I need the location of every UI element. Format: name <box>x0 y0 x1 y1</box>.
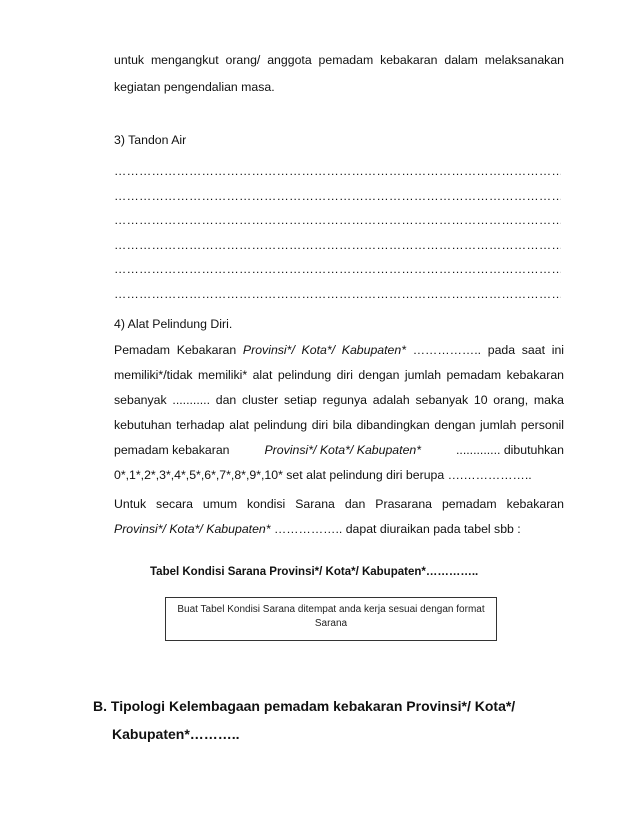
table-title: Tabel Kondisi Sarana Provinsi*/ Kota*/ Kabupaten*………….. <box>150 566 479 578</box>
section-4-line-3: sebanyak ........... dan cluster setiap regunya adalah sebanyak 10 orang, maka <box>114 393 564 407</box>
section-3-title: 3) Tandon Air <box>114 133 187 147</box>
section-4-line-6: 0*,1*,2*,3*,4*,5*,6*,7*,8*,9*,10* set alat pelindung diri berupa ….…………….. <box>114 468 532 482</box>
section-4-para-2-line-1: Untuk secara umum kondisi Sarana dan Prasarana pemadam kebakaran <box>114 497 564 511</box>
intro-line-2: kegiatan pengendalian masa. <box>114 80 275 94</box>
section-4-line-2: memiliki*/tidak memiliki* alat pelindung diri dengan jumlah pemadam kebakaran <box>114 368 564 382</box>
section-b-heading-line-1: B. Tipologi Kelembagaan pemadam kebakaran Provinsi*/ Kota*/ <box>93 698 516 714</box>
fill-line-4 <box>114 238 561 253</box>
section-4-line-1: Pemadam Kebakaran Provinsi*/ Kota*/ Kabupaten* …………….. pada saat ini <box>114 343 565 357</box>
fill-line-3 <box>114 213 561 228</box>
table-placeholder-box <box>165 597 497 641</box>
fill-line-1 <box>114 164 561 179</box>
section-b-heading-line-2: Kabupaten*……….. <box>112 726 240 742</box>
section-4-para-2-line-2: Provinsi*/ Kota*/ Kabupaten* …………….. dapat diuraikan pada tabel sbb : <box>114 522 521 536</box>
fill-line-2 <box>114 189 561 204</box>
section-4-title: 4) Alat Pelindung Diri. <box>114 317 233 331</box>
intro-line-1: untuk mengangkut orang/ anggota pemadam kebakaran dalam melaksanakan <box>114 53 564 67</box>
fill-line-5 <box>114 262 561 277</box>
section-4-line-4: kebutuhan terhadap alat pelindung diri bila dibandingkan dengan jumlah personil <box>114 418 564 432</box>
section-4-line-5: pemadam kebakaran Provinsi*/ Kota*/ Kabupaten* ............. dibutuhkan <box>114 443 564 457</box>
fill-line-6 <box>114 287 561 302</box>
table-placeholder-note: Buat Tabel Kondisi Sarana ditempat anda kerja sesuai dengan format Sarana <box>177 604 485 629</box>
